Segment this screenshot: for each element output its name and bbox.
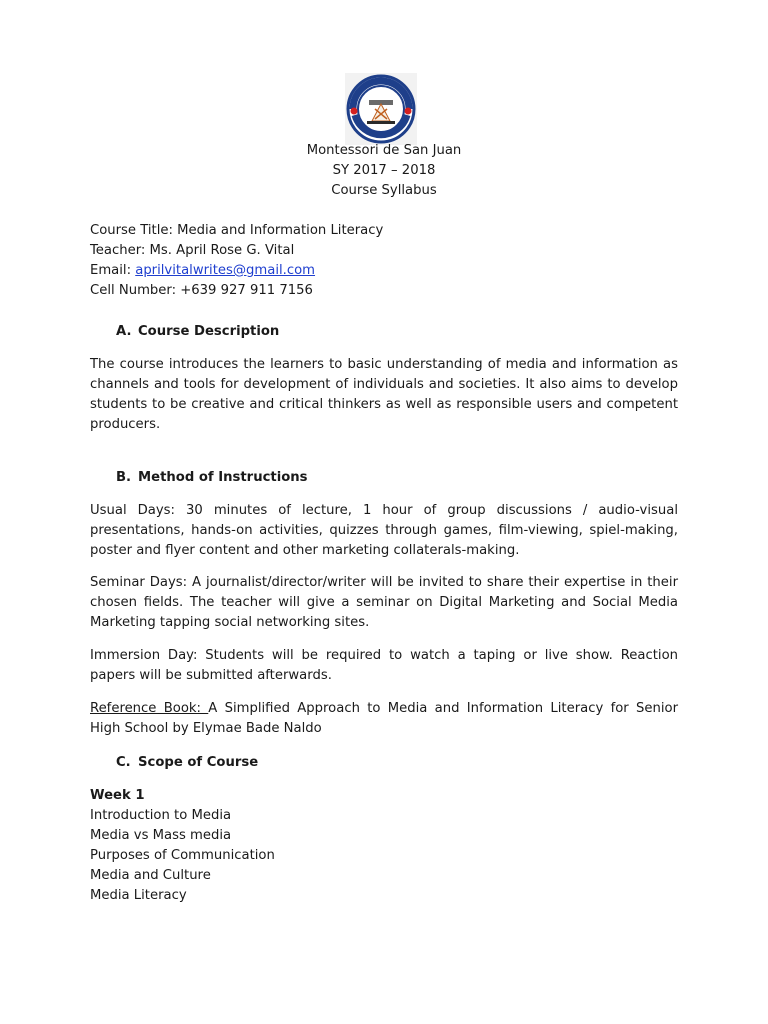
section-c-letter: C. <box>116 755 131 770</box>
immersion-day: Immersion Day: Students will be required to watch a taping or live show. Reaction papers will be submitted afterwards. <box>90 648 678 683</box>
section-a-letter: A. <box>116 324 132 339</box>
email-line <box>90 261 315 281</box>
school-year: SY 2017 – 2018 <box>332 163 436 178</box>
section-a-title: Course Description <box>138 324 280 339</box>
document-title: Course Syllabus <box>331 183 437 198</box>
reference-book <box>90 699 678 739</box>
school-logo <box>345 73 417 145</box>
section-c-heading <box>116 753 258 773</box>
section-a-heading <box>116 322 279 342</box>
section-b-letter: B. <box>116 470 132 485</box>
teacher: Teacher: Ms. April Rose G. Vital <box>90 243 295 258</box>
reference-label: Reference Book: <box>90 701 209 716</box>
section-c-title: Scope of Course <box>138 755 259 770</box>
section-b-heading <box>116 468 308 488</box>
reference-text: A Simplified Approach to Media and Information Literacy for Senior High School by Elymae Bade Naldo <box>90 701 679 736</box>
school-name: Montessori de San Juan <box>306 143 462 158</box>
list-item: Purposes of Communication <box>90 848 275 863</box>
course-title: Course Title: Media and Information Literacy <box>90 223 384 238</box>
list-item: Media and Culture <box>90 868 211 883</box>
usual-days: Usual Days: 30 minutes of lecture, 1 hour of group discussions / audio-visual presentations, hands-on activities, quizzes through games, film-viewing, spiel-making, poster and flyer content and other marketing collaterals-making. <box>90 503 678 558</box>
course-description: The course introduces the learners to basic understanding of media and information as channels and tools for development of individuals and societies. It also aims to develop students to be creative and critical thinkers as well as responsible users and competent producers. <box>90 357 678 432</box>
cell-number: Cell Number: +639 927 911 7156 <box>90 283 313 298</box>
section-b-title: Method of Instructions <box>138 470 308 485</box>
list-item: Media Literacy <box>90 888 187 903</box>
email-label: Email: <box>90 263 136 278</box>
week-label: Week 1 <box>90 788 145 803</box>
seminar-days: Seminar Days: A journalist/director/writer will be invited to share their expertise in their chosen fields. The teacher will give a seminar on Digital Marketing and Social Media Marketing tapping social networking sites. <box>90 575 678 630</box>
list-item: Introduction to Media <box>90 808 232 823</box>
list-item: Media vs Mass media <box>90 828 232 843</box>
email-link[interactable]: aprilvitalwrites@gmail.com <box>135 263 316 278</box>
